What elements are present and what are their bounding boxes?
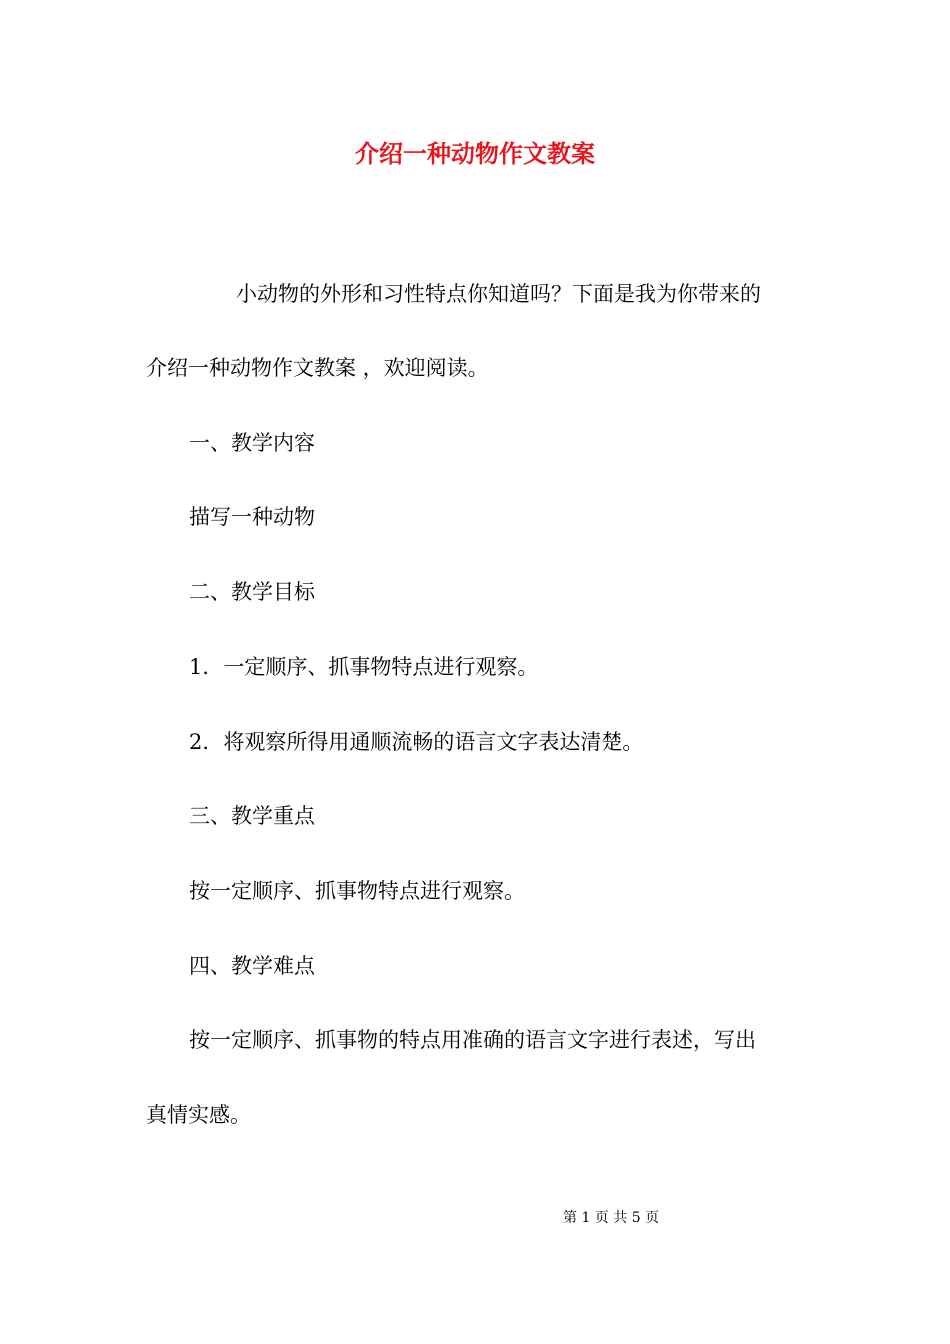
section-heading-teaching-content: 一、教学内容 [189,431,315,455]
intro-paragraph-line-1: 小动物的外形和习性特点你知道吗？下面是我为你带来的 [236,282,761,306]
document-title: 介绍一种动物作文教案 [355,139,595,168]
section-heading-teaching-goals: 二、教学目标 [189,580,315,604]
intro-paragraph-line-2: 介绍一种动物作文教案 ，欢迎阅读。 [146,356,489,380]
goal-item-2: 2．将观察所得用通顺流畅的语言文字表达清楚。 [189,730,644,754]
page-number-footer: 第 1 页 共 5 页 [563,1210,660,1226]
section-text-teaching-focus: 按一定顺序、抓事物特点进行观察。 [189,879,525,903]
section-text-teaching-difficulty-line-1: 按一定顺序、抓事物的特点用准确的语言文字进行表述，写出 [189,1028,756,1052]
section-text-teaching-difficulty-line-2: 真情实感。 [146,1103,251,1127]
section-text-teaching-content: 描写一种动物 [189,505,315,529]
section-heading-teaching-difficulty: 四、教学难点 [189,954,315,978]
goal-item-1: 1．一定顺序、抓事物特点进行观察。 [189,655,539,679]
section-heading-teaching-focus: 三、教学重点 [189,804,315,828]
